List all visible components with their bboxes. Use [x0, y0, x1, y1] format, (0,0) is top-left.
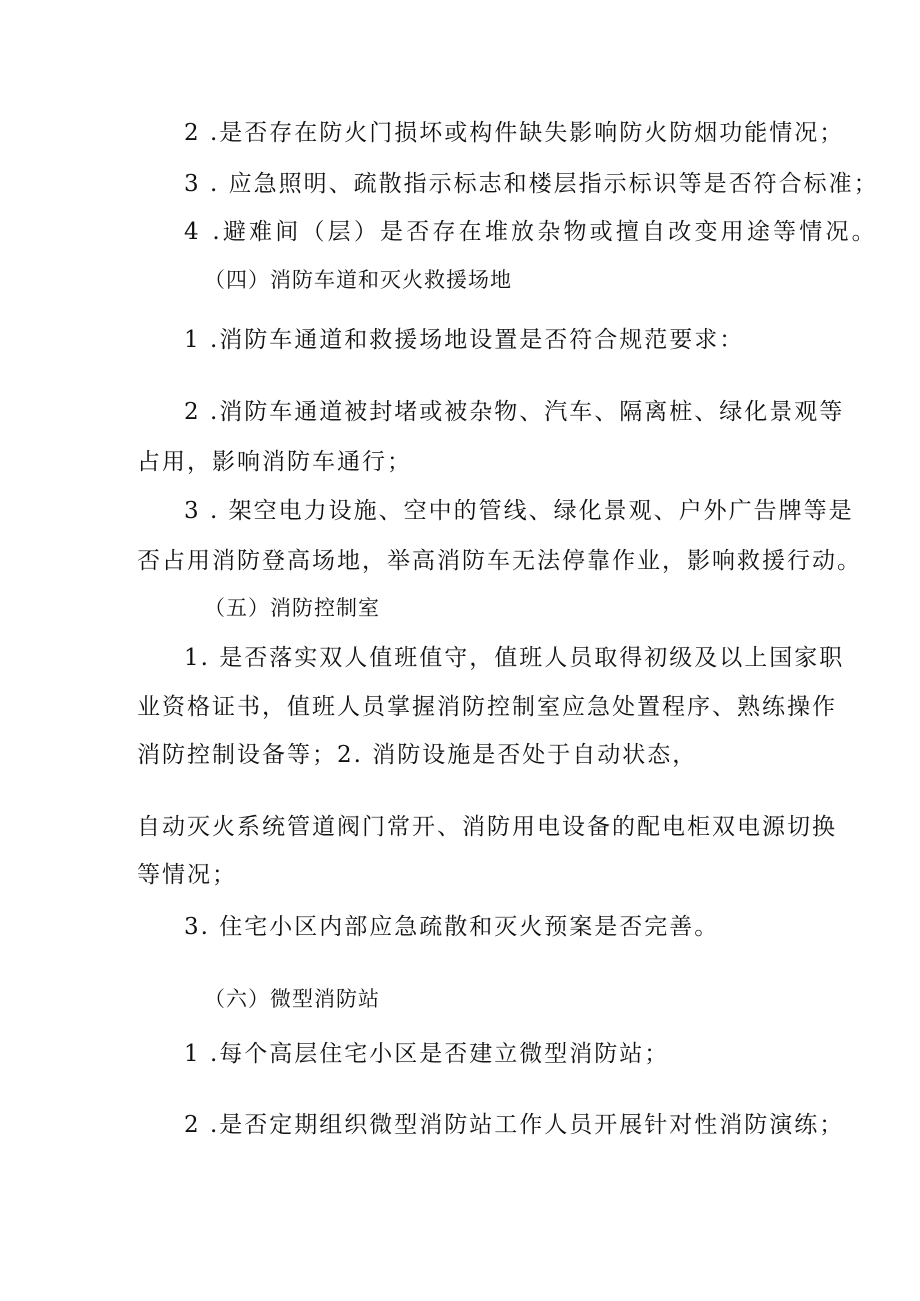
item-1-micro-station-built: 1 .每个高层住宅小区是否建立微型消防站； — [184, 1041, 670, 1067]
item-2-fire-lane-blocked-cont: 占用，影响消防车通行； — [137, 449, 412, 475]
item-1-duty-staff-cont-2: 消防控制设备等；2. 消防设施是否处于自动状态， — [137, 742, 698, 768]
item-3-aerial-obstacles: 3 . 架空电力设施、空中的管线、绿化景观、户外广告牌等是 — [184, 498, 854, 524]
item-4-refuge-floor: 4 .避难间（层）是否存在堆放杂物或擅自改变用途等情况。 — [184, 219, 878, 245]
item-2-auto-system: 自动灭火系统管道阀门常开、消防用电设备的配电柜双电源切换 — [137, 814, 837, 840]
item-1-duty-staff: 1. 是否落实双人值班值守，值班人员取得初级及以上国家职 — [184, 645, 845, 671]
item-2-fire-lane-blocked: 2 .消防车通道被封堵或被杂物、汽车、隔离桩、绿化景观等 — [184, 399, 845, 425]
item-3-aerial-obstacles-cont: 否占用消防登高场地，举高消防车无法停靠作业，影响救援行动。 — [137, 548, 862, 574]
item-1-duty-staff-cont-1: 业资格证书，值班人员掌握消防控制室应急处置程序、熟练操作 — [137, 694, 837, 720]
section-heading-micro-station: （六）微型消防站 — [204, 987, 380, 1011]
item-3-emergency-lighting: 3 . 应急照明、疏散指示标志和楼层指示标识等是否符合标准； — [184, 171, 879, 197]
section-heading-control-room: （五）消防控制室 — [204, 596, 380, 620]
item-2-drills: 2 .是否定期组织微型消防站工作人员开展针对性消防演练； — [184, 1112, 845, 1138]
item-2-fire-doors: 2 .是否存在防火门损坏或构件缺失影响防火防烟功能情况； — [184, 120, 845, 146]
section-heading-fire-lanes: （四）消防车道和灭火救援场地 — [204, 268, 512, 292]
item-2-auto-system-cont: 等情况； — [137, 862, 237, 888]
item-1-fire-lane-setup: 1 .消防车通道和救援场地设置是否符合规范要求： — [184, 327, 745, 353]
item-3-evacuation-plan: 3. 住宅小区内部应急疏散和灭火预案是否完善。 — [184, 914, 720, 940]
